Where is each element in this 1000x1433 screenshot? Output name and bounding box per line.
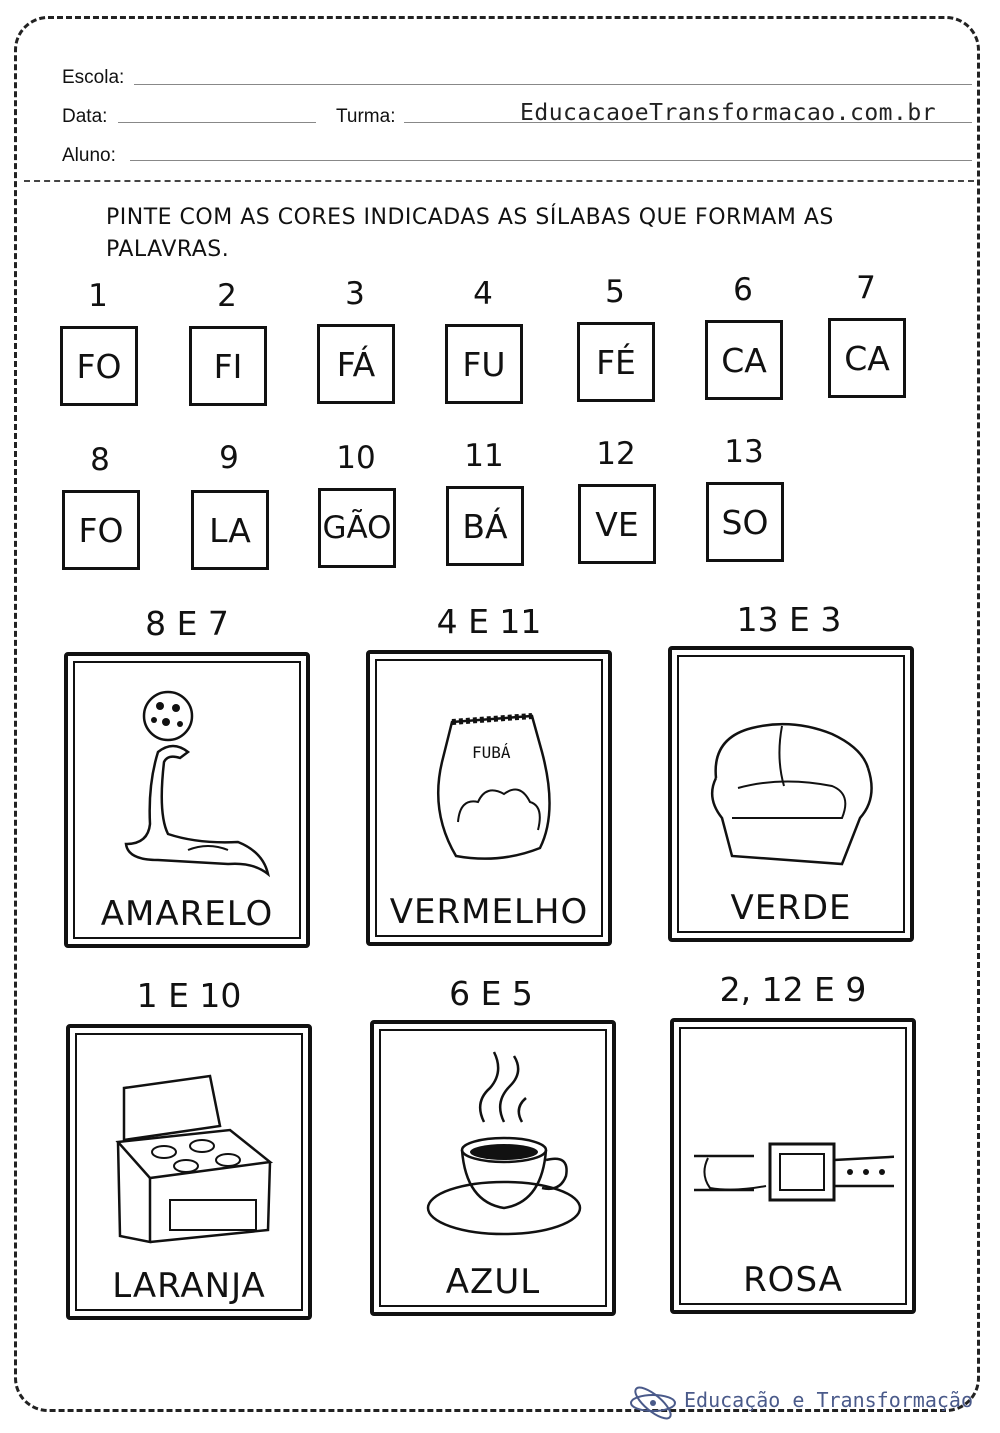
syllable-number: 1 xyxy=(88,278,108,314)
coffee-cup-icon xyxy=(394,1042,594,1252)
color-word: VERMELHO xyxy=(389,892,589,932)
seal-with-ball-icon xyxy=(88,674,288,884)
color-word: LARANJA xyxy=(112,1266,266,1306)
escola-field[interactable] xyxy=(134,84,972,85)
picture-card-seal[interactable] xyxy=(64,652,310,948)
syllable-combo-label: 4 E 11 xyxy=(436,602,542,641)
syllable-number: 5 xyxy=(605,274,625,310)
syllable-number: 9 xyxy=(219,440,239,476)
color-word: AZUL xyxy=(445,1262,541,1302)
syllable-box[interactable]: BÁ xyxy=(446,486,524,566)
belt-icon xyxy=(694,1040,894,1250)
syllable-box[interactable]: CA xyxy=(828,318,906,398)
syllable-number: 12 xyxy=(596,436,636,472)
svg-text:FUBÁ: FUBÁ xyxy=(472,743,511,762)
syllable-combo-label: 13 E 3 xyxy=(736,600,842,639)
syllable-number: 8 xyxy=(90,442,110,478)
data-field[interactable] xyxy=(118,122,316,123)
syllable-number: 11 xyxy=(464,438,504,474)
data-label: Data: xyxy=(62,106,108,127)
syllable-box[interactable]: FÉ xyxy=(577,322,655,402)
color-word: VERDE xyxy=(730,888,852,928)
header-separator xyxy=(24,180,974,182)
stove-icon xyxy=(90,1046,290,1256)
syllable-combo-label: 6 E 5 xyxy=(449,974,533,1013)
color-word: ROSA xyxy=(743,1260,843,1300)
escola-label: Escola: xyxy=(62,67,125,88)
syllable-box[interactable]: FÁ xyxy=(317,324,395,404)
syllable-combo-label: 2, 12 E 9 xyxy=(719,970,867,1009)
picture-card-fuba[interactable] xyxy=(366,650,612,946)
syllable-box[interactable]: FI xyxy=(189,326,267,406)
website-text: EducacaoeTransformacao.com.br xyxy=(520,100,937,126)
aluno-label: Aluno: xyxy=(62,145,116,166)
syllable-number: 10 xyxy=(336,440,376,476)
atom-logo-icon xyxy=(628,1386,678,1420)
syllable-number: 13 xyxy=(724,434,764,470)
syllable-number: 4 xyxy=(473,276,493,312)
turma-label: Turma: xyxy=(336,106,396,127)
color-word: AMARELO xyxy=(100,894,274,934)
picture-card-belt[interactable] xyxy=(670,1018,916,1314)
syllable-number: 2 xyxy=(217,278,237,314)
syllable-box[interactable]: CA xyxy=(705,320,783,400)
picture-card-stove[interactable] xyxy=(66,1024,312,1320)
fuba-bag-icon xyxy=(390,672,590,882)
sofa-icon xyxy=(692,668,892,878)
syllable-box[interactable]: SO xyxy=(706,482,784,562)
footer-brand: Educação e Transformação xyxy=(684,1388,973,1412)
syllable-number: 6 xyxy=(733,272,753,308)
syllable-box[interactable]: FU xyxy=(445,324,523,404)
picture-card-sofa[interactable] xyxy=(668,646,914,942)
instruction-text: PINTE COM AS CORES INDICADAS AS SÍLABAS QUE FORMAM AS PALAVRAS. xyxy=(106,205,834,262)
syllable-box[interactable]: FO xyxy=(62,490,140,570)
syllable-box[interactable]: VE xyxy=(578,484,656,564)
syllable-box[interactable]: LA xyxy=(191,490,269,570)
aluno-field[interactable] xyxy=(130,160,972,161)
picture-card-coffee[interactable] xyxy=(370,1020,616,1316)
syllable-combo-label: 8 E 7 xyxy=(145,604,229,643)
syllable-box[interactable]: GÃO xyxy=(318,488,396,568)
syllable-combo-label: 1 E 10 xyxy=(136,976,242,1015)
syllable-number: 3 xyxy=(345,276,365,312)
syllable-box[interactable]: FO xyxy=(60,326,138,406)
syllable-number: 7 xyxy=(856,270,876,306)
